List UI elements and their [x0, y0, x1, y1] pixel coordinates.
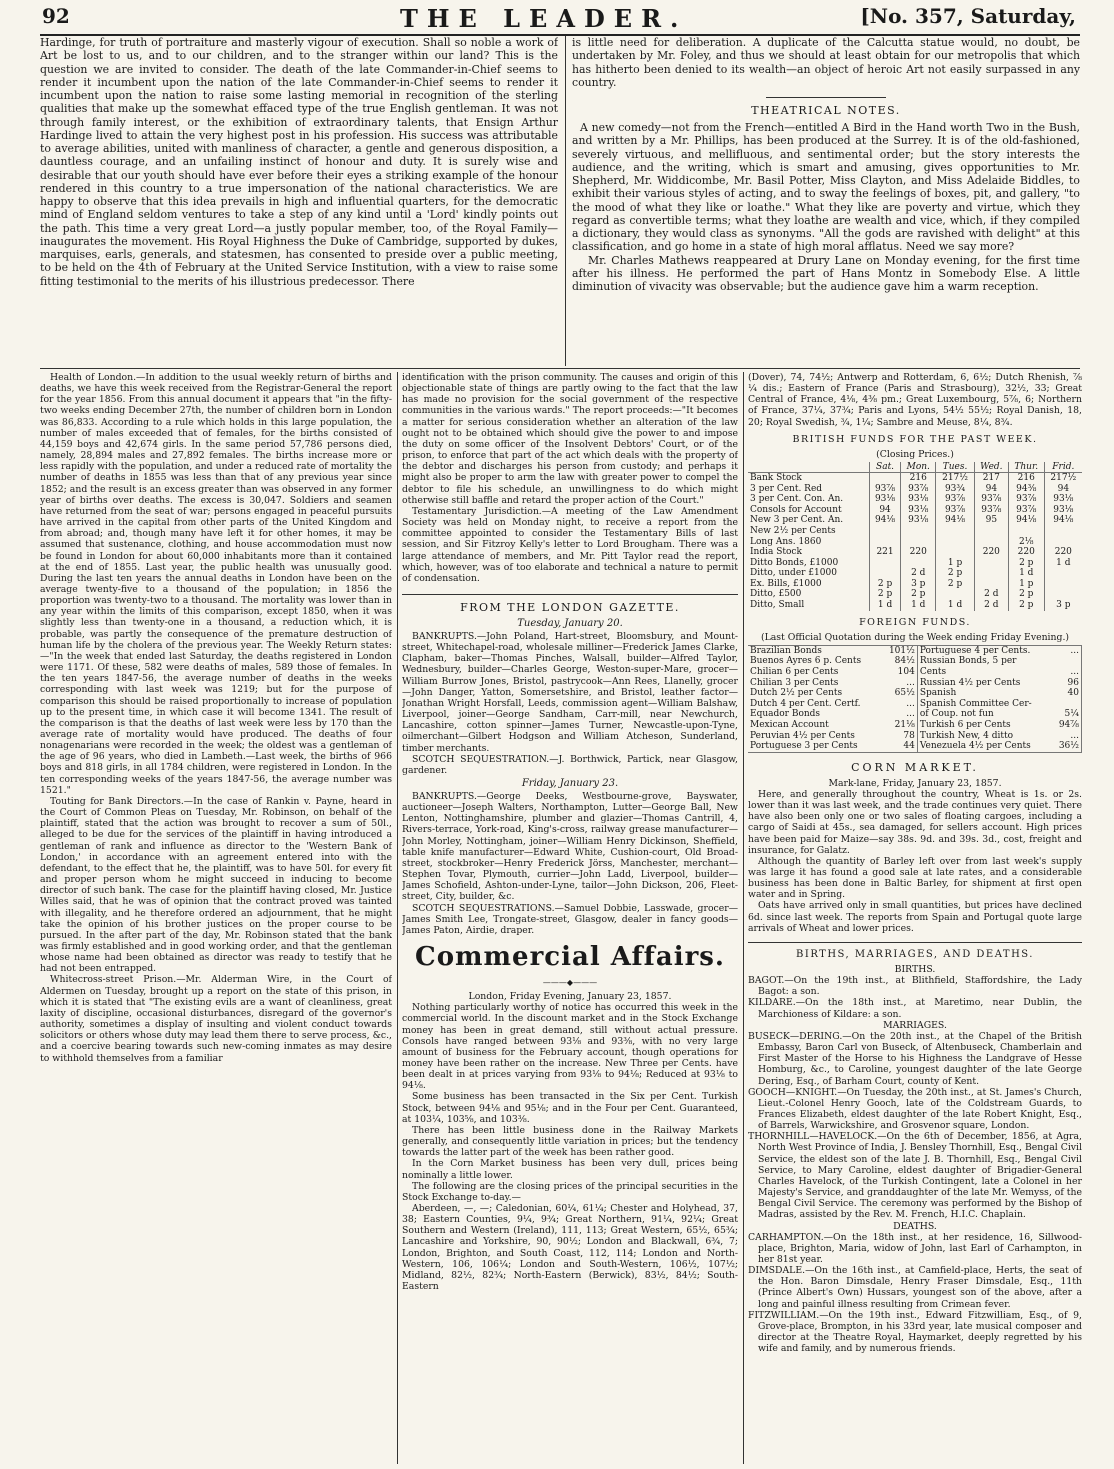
fund-price: 2 p: [936, 579, 974, 590]
fund-price: 94⅜: [1008, 484, 1044, 495]
fund-name: Spanish: [919, 688, 957, 699]
fund-name: Buenos Ayres 6 p. Cents: [750, 656, 862, 667]
fund-price: [974, 526, 1008, 537]
fund-price: 104: [882, 667, 917, 678]
corn-market-heading: CORN MARKET.: [851, 760, 979, 774]
gazette-heading: FROM THE LONDON GAZETTE.: [460, 600, 680, 614]
commercial-para-4: In the Corn Market business has been very dull, prices being nominally a little lower.: [402, 1158, 738, 1181]
corn-dateline: Mark-lane, Friday, January 23, 1857.: [828, 777, 1002, 789]
fund-name: 3 per Cent. Con. An.: [750, 494, 844, 505]
fund-price: [974, 579, 1008, 590]
fund-price: 220: [901, 547, 936, 558]
gazette-sequestration-2: SCOTCH SEQUESTRATIONS.—Samuel Dobbie, Lasswade, grocer—James Smith Lee, Trongate-street, Glasgow, dealer in fancy goods—James Paton, Airdie, draper.: [402, 902, 738, 936]
fund-price: 2 p: [936, 568, 974, 579]
foreign-funds-row: [748, 731, 1082, 742]
fund-price: 40: [1053, 688, 1082, 699]
fund-name: Dutch 2½ per Cents: [750, 688, 843, 699]
fund-price: [901, 537, 936, 548]
british-funds-row: [748, 600, 1082, 611]
fund-name: Venezuela 4½ per Cents: [919, 741, 1031, 752]
fund-price: 2⅛: [1008, 537, 1044, 548]
fund-price: 93⅞: [1008, 494, 1044, 505]
fund-name: Turkish New, 4 ditto: [919, 730, 1014, 741]
fund-price: 93⅛: [901, 515, 936, 526]
british-funds-row: [748, 484, 1082, 495]
gazette-bankrupts-1: BANKRUPTS.—John Poland, Hart-street, Bloomsbury, and Mount-street, Whitechapel-road, wholesale milliner—Frederick James Clarke, Clapham, baker—Thomas Pinches, Walsall, builder—Alfred Taylor, Wednesbury, builder—Charles George, Weston-super-Mare, grocer—William Burrow Jones, Bristol, pastrycook—Ann Rees, Llanelly, grocer—John Danger, Yatton, Somersetshire, and Bristol, leather factor—Jonathan Wright Horsfall, Leeds, commission agent—William Balshaw, Liverpool, joiner—George Sandham, Carr-mill, near Newchurch, Lancashire, cotton spinner—James Turner, Newcastle-upon-Tyne, oilmerchant—Gilbert Hodgson and William Atcheson, Sunderland, timber merchants.: [402, 630, 738, 754]
divider: [402, 594, 738, 595]
british-funds-row: [748, 558, 1082, 569]
fund-price: [869, 526, 900, 537]
fund-name: Mexican Account: [750, 719, 829, 730]
fund-price: 5¼: [1053, 709, 1082, 720]
fund-price: 93¾: [936, 484, 974, 495]
fund-price: 94⅞: [1053, 720, 1082, 731]
british-funds-row: [748, 505, 1082, 516]
fund-price: 94: [869, 505, 900, 516]
british-funds-row: [748, 472, 1082, 483]
fund-price: 36½: [1053, 741, 1082, 752]
foreign-funds-row: [748, 741, 1082, 752]
fund-price: 93⅞: [936, 494, 974, 505]
british-funds-col-header: Thur.: [1008, 462, 1044, 473]
fund-price: 2 d: [974, 589, 1008, 600]
fund-price: 21⅛: [882, 720, 917, 731]
page-header: [40, 0, 1080, 36]
fund-name: Turkish 6 per Cents: [919, 719, 1011, 730]
fund-price: 93⅛: [901, 505, 936, 516]
issue-label: [No. 357, Saturday,: [860, 4, 1076, 28]
marriage-notice: BUSECK—DERING.—On the 20th inst., at the Chapel of the British Embassy, Baron Carl von Buseck, of Altenbuseck, Chamberlain and First Master of the Horse to his Highness the Landgrave of Hesse Homburg, &c., to Caroline, youngest daughter of the late George Dering, Esq., of Barham Court, county of Kent.: [748, 1030, 1082, 1087]
british-funds-row: [748, 537, 1082, 548]
foreign-funds-row: [748, 699, 1082, 710]
foreign-funds-row: [748, 720, 1082, 731]
commercial-para-1: Nothing particularly worthy of notice has occurred this week in the commercial world. In the discount market and in the Stock Exchange money has been in great demand, still without actual pressure. Consols have ranged between 93⅛ and 93⅜, with no very large amount of business for the February account, though operations for money have been rather on the increase. New Three per Cents. have been dealt in at prices varying from 93⅛ to 94⅛; Reduced at 93⅛ to 94⅛.: [402, 1002, 738, 1092]
fund-price: [1044, 537, 1082, 548]
fund-name: Ditto, Small: [750, 600, 805, 611]
column-divider: [743, 372, 744, 1464]
fund-price: 216: [901, 472, 936, 483]
fund-price: ...: [882, 709, 917, 720]
british-funds-subheading: (Closing Prices.): [876, 448, 954, 460]
fund-name: New 2½ per Cents: [750, 525, 836, 536]
fund-price: 2 p: [1008, 558, 1044, 569]
british-funds-col-header: Mon.: [901, 462, 936, 473]
divider: [748, 942, 1082, 943]
whitecross-street-prison: Whitecross-street Prison.—Mr. Alderman Wire, in the Court of Aldermen on Tuesday, brought up a report on the state of this prison, in which it is stated that "The existing evils are a want of cleanliness, great laxity of discipline, occasional disturbances, disregard of the governor's authority, sometimes a display of insulting and violent conduct towards solicitors or others whose duty may lead them there to serve process, &c., and a coercive bearing towards such new-coming inmates as may desire to withhold themselves from a familiar: [40, 974, 392, 1064]
fund-price: [869, 568, 900, 579]
fund-price: 93⅛: [901, 494, 936, 505]
fund-name: Chilian 3 per Cents: [750, 677, 839, 688]
fund-price: 217½: [1044, 472, 1082, 483]
births-heading: BIRTHS.: [894, 963, 936, 975]
fund-price: 44: [882, 741, 917, 752]
fund-price: 93⅛: [1044, 505, 1082, 516]
corn-para-3: Oats have arrived only in small quantities, but prices have declined 6d. since last week. The reports from Spain and Portugal quote large arrivals of Wheat and lower prices.: [748, 900, 1082, 934]
birth-notice: KILDARE.—On the 18th inst., at Maretimo, near Dublin, the Marchioness of Kildare: a son.: [748, 997, 1082, 1020]
fund-price: 216: [1008, 472, 1044, 483]
fund-price: 1 d: [1008, 568, 1044, 579]
fund-price: 2 p: [1008, 589, 1044, 600]
foreign-funds-row: [748, 656, 1082, 667]
fund-price: 1 p: [936, 558, 974, 569]
fund-name: Brazilian Bonds: [750, 645, 822, 656]
masthead-title: THE LEADER.: [400, 4, 688, 33]
commercial-affairs-heading: Commercial Affairs.: [415, 942, 725, 973]
fund-price: 94⅛: [1008, 515, 1044, 526]
fund-price: 95: [974, 515, 1008, 526]
fund-price: [1044, 579, 1082, 590]
fund-price: [1044, 526, 1082, 537]
gazette-bankrupts-2: BANKRUPTS.—George Deeks, Westbourne-grove, Bayswater, auctioneer—Joseph Walters, Northampton, Lutter—George Ball, New Lenton, Nottinghamshire, plumber and glazier—Thomas Cantrill, 4, Rivers-terrace, York-road, King's-cross, railway grease manufacturer—John Morley, Nottingham, joiner—William Henry Dickinson, Sheffield, table knife manufacturer—Edward White, Cushion-court, Old Broad-street, stockbroker—Henry Frederick Jörss, Manchester, merchant—Stephen Tovar, Plymouth, currier—John Ladd, Liverpool, builder—James Schofield, Ashton-under-Lyne, tailor—John Dickson, 206, Fleet-street, City, builder, &c.: [402, 791, 738, 903]
foreign-funds-table: [748, 645, 1082, 753]
fund-price: ...: [1053, 731, 1082, 742]
testamentary-jurisdiction: Testamentary Jurisdiction.—A meeting of the Law Amendment Society was held on Monday night, to receive a report from the committee appointed to consider the Testamentary Bills of last session, and Sir Fitzroy Kelly's letter to Lord Brougham. There was a large attendance of members, and Mr. Pitt Taylor read the report, which, however, was of too elaborate and technical a nature to permit of condensation.: [402, 505, 738, 584]
fund-price: 3 p: [1044, 600, 1082, 611]
fund-price: 2 p: [1008, 600, 1044, 611]
fund-price: 1 d: [936, 600, 974, 611]
article-hardinge-cont: is little need for deliberation. A duplicate of the Calcutta statue would, no doubt, be undertaken by Mr. Foley, and thus we should at least obtain for our metropolis that which has hitherto been denied to its wealth—an object of heroic Art not easily surpassed in any country.: [572, 36, 1080, 89]
top-left-column: [40, 36, 558, 366]
fund-name: New 3 per Cent. An.: [750, 515, 844, 526]
births-list: [748, 975, 1082, 1020]
fund-price: 221: [869, 547, 900, 558]
health-of-london: Health of London.—In addition to the usual weekly return of births and deaths, we have this week received from the Registrar-General the report for the year 1856. From this annual document it appears that "in the fifty-two weeks ending December 27th, the number of children born in London was 86,833. According to a rule which holds in this large population, the number of males exceeded that of females, for the births consisted of 44,159 boys and 42,674 girls. In the same period 57,786 persons died, namely, 28,894 males and 27,892 females. The births increase more or less rapidly with the population, and under a reduced rate of mortality the number of deaths in 1855 was less than that of any previous year since 1852; and the result is an excess greater than was observed in any former year of births over deaths. The excess is 30,047. Soldiers and seamen have returned from the seat of war; persons engaged in peaceful pursuits have arrived in the capital from other parts of the United Kingdom and from abroad; and, though many have left it for other homes, it may be assumed that sustenance, clothing, and house accommodation must now be found in London for about 60,000 inhabitants more than it contained at the end of 1855. Last year, the public health was unusually good. During the last ten years the annual deaths in London have been on the average twenty-five to a thousand of the population; in 1856 the proportion was twenty-two to a thousand. The mortality was lower than in any year within the limits of this comparison, except 1850, when it was slightly less than twenty-one in a thousand, a reduction which, it is probable, was partly the consequence of the premature destruction of human life by the cholera of the previous year. The Weekly Return states:—"In the week that ended last Saturday, the deaths registered in London were 1171. Of these, 582 were deaths of males, 589 those of females. In the ten years 1847-56, the average number of deaths in the weeks corresponding with last week was 1219; but for the purpose of comparison this should be raised proportionally to increase of population up to the present time, in which case it will become 1341. The result of the comparison is that the deaths of last week were less by 170 than the average rate of mortality would have produced. The deaths of four nonagenarians were recorded in the week; the oldest was a gentleman of the age of 96 years, who died in Lambeth.—Last week, the births of 966 boys and 818 girls, in all 1784 children, were registered in London. In the ten corresponding weeks of the years 1847-56, the average number was 1521.": [40, 372, 392, 796]
british-funds-row: [748, 589, 1082, 600]
foreign-funds-heading: FOREIGN FUNDS.: [859, 616, 971, 628]
fund-price: 1 d: [1044, 558, 1082, 569]
fund-name: India Stock: [750, 547, 802, 558]
fund-name: Portuguese 4 per Cents.: [919, 645, 1031, 656]
fund-price: 94: [974, 484, 1008, 495]
fund-price: 3 p: [901, 579, 936, 590]
british-funds-col-header: Wed.: [974, 462, 1008, 473]
fund-name: Equador Bonds: [750, 709, 821, 720]
fund-price: 94⅛: [936, 515, 974, 526]
column-2: [402, 372, 738, 1464]
top-right-column: [572, 36, 1080, 366]
british-funds-table: [748, 462, 1082, 611]
fund-price: 84½: [882, 656, 917, 667]
fund-price: [901, 558, 936, 569]
fund-name: Chilian 6 per Cents: [750, 667, 839, 677]
column-divider: [565, 36, 566, 366]
corn-para-2: Although the quantity of Barley left over from last week's supply was large it has found a good sale at late rates, and a considerable business has been done in Baltic Barley, for shipment at first open water and in Spring.: [748, 855, 1082, 901]
foreign-funds-row: [748, 645, 1082, 656]
fund-price: ...: [882, 699, 917, 710]
fund-name: Bank Stock: [750, 472, 802, 483]
fund-price: 96: [1053, 678, 1082, 689]
birth-notice: BAGOT.—On the 19th inst., at Blithfield, Staffordshire, the Lady Bagot: a son.: [748, 975, 1082, 998]
touting-for-bank-directors: Touting for Bank Directors.—In the case of Rankin v. Payne, heard in the Court of Common Pleas on Tuesday, Mr. Robinson, on behalf of the plaintiff, stated that the action was brought to recover a sum of 50l., alleged to be due for the services of the plaintiff in having introduced a gentleman of rank and influence as director to the 'Western Bank of London,' in accordance with an agreement entered into with the defendant, to the effect that he, the plaintiff, was to have 50l. for every fit and proper person whom he might succeed in inducing to become director of such bank. The case for the plaintiff having closed, Mr. Justice Willes said, that he was of opinion that the contract proved was tainted with illegality, and he therefore ordered an adjournment, that he might take the opinion of his brother justices on the proper course to be pursued. In the after part of the day, Mr. Robinson stated that the bank was firmly established and in good working order, and that the gentleman whose name had been obtained as director was ready to testify that he had not been entrapped.: [40, 795, 392, 975]
fund-price: ...: [1053, 645, 1082, 656]
fund-price: [974, 558, 1008, 569]
foreign-funds-subheading: (Last Official Quotation during the Week ending Friday Evening.): [760, 631, 1070, 643]
fund-name: Russian 4½ per Cents: [919, 677, 1021, 688]
theatrical-para-2: Mr. Charles Mathews reappeared at Drury Lane on Monday evening, for the first time after his illness. He performed the part of Hans Montz in Somebody Else. A little diminution of vivacity was observable; but the audience gave him a warm reception.: [572, 253, 1080, 293]
fund-price: [936, 537, 974, 548]
fund-price: [936, 526, 974, 537]
fund-name: Ditto, under £1000: [750, 568, 837, 579]
death-notice: DIMSDALE.—On the 16th inst., at Camfield-place, Herts, the seat of the Hon. Baron Dimsdale, Henry Fraser Dimsdale, Esq., 11th (Prince Albert's Own) Hussars, youngest son of the above, after a long and painful illness resulting from Crimean fever.: [748, 1265, 1082, 1310]
column-1: [40, 372, 392, 1464]
fund-price: 217: [974, 472, 1008, 483]
death-notice: FITZWILLIAM.—On the 19th inst., Edward Fitzwilliam, Esq., of 9, Grove-place, Brompton, in his 33rd year, late musical composer and director at the Theatre Royal, Haymarket, deeply regretted by his wife and family, and by numerous friends.: [748, 1309, 1082, 1355]
column-3: [748, 372, 1082, 1464]
british-funds-col-header: Tues.: [936, 462, 974, 473]
foreign-funds-row: [748, 688, 1082, 699]
gazette-date-1: Tuesday, January 20.: [517, 617, 623, 629]
fund-name: Ex. Bills, £1000: [750, 578, 822, 589]
article-hardinge: Hardinge, for truth of portraiture and masterly vigour of execution. Shall so noble a work of Art be lost to us, and to our children, and to the stranger within our land? This is the question we are invited to consider. The death of the late Commander-in-Chief seems to render it incumbent upon the nation of the late Commander-in-Chief seems to render it incumbent upon the nation to raise some lasting memorial in recognition of the sterling qualities that make up the somewhat effaced type of the true English gentleman. It was not through family interest, or the exhibition of extraordinary talents, that Ensign Arthur Hardinge lived to attain the very highest post in his profession. His success was attributable to average abilities, united with manliness of character, a gentle and generous disposition, a dauntless courage, and an unfailing instinct of honour and duty. It is surely wise and desirable that our youth should have ever before their eyes a striking example of the honour rendered in this country to a true impersonation of the national characteristics. We are happy to observe that this idea prevails in high and influential quarters, for the democratic mind of England seldom ventures to take a step of any kind until a 'Lord' kindly points out the path. This time a very great Lord—a justly popular member, too, of the Royal Family—inaugurates the movement. His Royal Highness the Duke of Cambridge, supported by dukes, marquises, earls, generals, and statesmen, has consented to preside over a public meeting, to be held on the 4th of February at the United Service Institution, with a view to raise some fitting testimonial to the merits of his illustrious predecessor. There: [40, 36, 558, 288]
fund-price: 220: [974, 547, 1008, 558]
death-notice: CARHAMPTON.—On the 18th inst., at her residence, 16, Sillwood-place, Brighton, Maria, widow of John, last Earl of Carhampton, in her 81st year.: [748, 1231, 1082, 1265]
commercial-dateline: London, Friday Evening, January 23, 1857.: [468, 991, 672, 1003]
british-funds-row: [748, 526, 1082, 537]
fund-price: [1044, 589, 1082, 600]
marriage-notice: THORNHILL—HAVELOCK.—On the 6th of December, 1856, at Agra, North West Province of India, J. Bensley Thornhill, Esq., Bengal Civil Service, the eldest son of the late J. B. Thornhill, Esq., Bengal Civil Service, to Mary Caroline, eldest daughter of Brigadier-General Charles Havelock, of the Turkish Contingent, late a Colonel in her Majesty's Service, and granddaughter of the late Mr. Wemyss, of the Bengal Civil Service. The ceremony was performed by the Bishop of Madras, assisted by the Rev. M. French, H.I.C. Chaplain.: [748, 1131, 1082, 1221]
fund-price: 93⅛: [1044, 494, 1082, 505]
fund-price: [1044, 568, 1082, 579]
british-funds-row: [748, 547, 1082, 558]
fund-price: 78: [882, 731, 917, 742]
fund-price: ...: [882, 678, 917, 689]
foreign-funds-row: [748, 709, 1082, 720]
fund-price: 2 p: [869, 579, 900, 590]
theatrical-para-1: A new comedy—not from the French—entitled A Bird in the Hand worth Two in the Bush, and written by a Mr. Phillips, has been produced at the Surrey. It is of the old-fashioned, severely virtuous, and mellifluous, and sentimental order; but the story interests the audience, and the writing, which is smart and amusing, gives opportunities to Mr. Shepherd, Mr. Widdicombe, Mr. Basil Potter, Miss Clayton, and Miss Adelaide Biddles, to exhibit their various styles of acting, and to sway the feelings of boxes, pit, and gallery, "to the mood of what they like or loathe." What they like are poverty and virtue, which they regard as convertible terms; what they loathe are wealth and vice, which, if they compiled a dictionary, they would class as synonyms. "All the gods are ravished with delight" at this classification, and go home in a state of high moral afflatus. Need we say more?: [572, 121, 1080, 254]
corn-para-1: Here, and generally throughout the country, Wheat is 1s. or 2s. lower than it was last week, and the trade continues very quiet. There have also been only one or two sales of floating cargoes, including a cargo of Saidi at 45s., sea damaged, for sellers account. High prices have been paid for Maize—say 38s. 9d. and 39s. 3d., cost, freight and insurance, for Galatz.: [748, 788, 1082, 856]
fund-name: 3 per Cent. Red: [750, 483, 823, 494]
theatrical-heading: THEATRICAL NOTES.: [751, 104, 901, 117]
fund-price: 93⅞: [901, 484, 936, 495]
british-funds-row: [748, 515, 1082, 526]
foreign-funds-row: [748, 678, 1082, 689]
fund-price: 2 p: [901, 589, 936, 600]
fund-price: [974, 537, 1008, 548]
marriages-list: [748, 1031, 1082, 1221]
british-funds-row: [748, 579, 1082, 590]
fund-name: Ditto, £500: [750, 589, 802, 600]
marriages-heading: MARRIAGES.: [883, 1019, 947, 1031]
fund-name: Peruvian 4½ per Cents: [750, 730, 855, 741]
fund-price: 93⅛: [869, 494, 900, 505]
fund-price: [1008, 526, 1044, 537]
deaths-list: [748, 1232, 1082, 1355]
gazette-sequestration-1: SCOTCH SEQUESTRATION.—J. Borthwick, Partick, near Glasgow, gardener.: [402, 753, 738, 776]
gazette-date-2: Friday, January 23.: [521, 778, 619, 789]
commercial-para-5: The following are the closing prices of the principal securities in the Stock Exchange to-day.—: [402, 1180, 738, 1203]
fund-price: [869, 472, 900, 483]
fund-name: Cents: [919, 667, 947, 677]
fund-price: 93⅞: [974, 505, 1008, 516]
fund-name: Portuguese 3 per Cents: [750, 741, 858, 752]
british-funds-row: [748, 494, 1082, 505]
fund-price: 65½: [882, 688, 917, 699]
foreign-funds-row: [748, 667, 1082, 678]
section-rule: [40, 368, 1080, 369]
fund-price: [974, 568, 1008, 579]
fund-price: 1 d: [901, 600, 936, 611]
fund-price: [869, 558, 900, 569]
fund-price: [869, 537, 900, 548]
fund-price: 93⅞: [936, 505, 974, 516]
fund-price: 1 p: [1008, 579, 1044, 590]
fund-price: 93⅞: [1008, 505, 1044, 516]
fund-price: [936, 589, 974, 600]
fund-price: ...: [1053, 667, 1082, 678]
fund-price: 217½: [936, 472, 974, 483]
british-funds-row: [748, 568, 1082, 579]
fund-price: 101½: [882, 645, 917, 656]
british-funds-col-header: Sat.: [869, 462, 900, 473]
fund-price: 93⅞: [974, 494, 1008, 505]
fund-price: 94⅛: [869, 515, 900, 526]
marriage-notice: GOOCH—KNIGHT.—On Tuesday, the 20th inst., at St. James's Church, Lieut.-Colonel Henry Gooch, late of the Coldstream Guards, to Frances Elizabeth, eldest daughter of the late Robert Knight, Esq., of Barrels, Warwickshire, and Grosvenor square, London.: [748, 1086, 1082, 1132]
british-funds-col-header: Frid.: [1044, 462, 1082, 473]
fund-price: [901, 526, 936, 537]
fund-name: Long Ans. 1860: [750, 536, 822, 547]
fund-price: 93⅞: [869, 484, 900, 495]
fund-name: Russian Bonds, 5 per: [919, 656, 1017, 667]
fund-name: Consols for Account: [750, 504, 842, 515]
prison-cont: identification with the prison community. The causes and origin of this objectionable state of things are partly owing to the fact that the law has made no provision for the social government of the respective communities in the various wards." The report proceeds:—"It becomes a matter for serious consideration whether an alteration of the law ought not to be obtained which should give the power to and impose the duty on some officer of the Insolvent Debtors' Court, or of the prison, to enforce that part of the act which deals with the property of the debtor and discharges his person from custody; and perhaps it might also be proper to arm the law with greater power to compel the debtor to file his schedule, an unwillingness to do which might otherwise still baffle and retard the proper action of the Court.": [402, 372, 738, 506]
bmd-heading: BIRTHS, MARRIAGES, AND DEATHS.: [796, 948, 1034, 960]
fund-price: 220: [1008, 547, 1044, 558]
fund-name: Ditto Bonds, £1000: [750, 557, 839, 568]
fund-price: 2 d: [974, 600, 1008, 611]
fund-price: 1 d: [869, 600, 900, 611]
commercial-para-2: Some business has been transacted in the Six per Cent. Turkish Stock, between 94⅛ and 95⅛; and in the Four per Cent. Guaranteed, at 103¼, 103⅝, and 103⅜.: [402, 1091, 738, 1125]
commercial-para-3: There has been little business done in the Railway Markets generally, and consequently little variation in prices; but the tendency towards the latter part of the week has been rather good.: [402, 1124, 738, 1159]
divider: [766, 97, 886, 98]
british-funds-heading: BRITISH FUNDS FOR THE PAST WEEK.: [792, 433, 1038, 445]
railway-prices-cont: (Dover), 74, 74½; Antwerp and Rotterdam, 6, 6½; Dutch Rhenish, ⅞ ¼ dis.; Eastern of France (Paris and Strasbourg), 32½, 33; Great Central of France, 4⅛, 4⅜ pm.; Great Luxembourg, 5⅞, 6; Northern of France, 37¼, 37¾; Paris and Lyons, 54½ 55½; Royal Danish, 18, 20; Royal Swedish, ¾, 1¼; Sambre and Meuse, 8¼, 8¾.: [748, 372, 1082, 428]
fund-price: 220: [1044, 547, 1082, 558]
fund-price: [1053, 656, 1082, 667]
deaths-heading: DEATHS.: [893, 1220, 937, 1232]
fund-name: of Coup. not fun: [919, 709, 994, 720]
fund-price: 2 d: [901, 568, 936, 579]
column-divider: [397, 372, 398, 1464]
fund-price: [1053, 699, 1082, 710]
fund-price: 2 p: [869, 589, 900, 600]
page-number: 92: [42, 4, 70, 28]
fund-price: 94: [1044, 484, 1082, 495]
fund-name: Spanish Committee Cer-: [919, 698, 1032, 709]
commercial-para-6: Aberdeen, —, —; Caledonian, 60¼, 61¼; Chester and Holyhead, 37, 38; Eastern Counties, 9¼, 9¾; Great Northern, 91¼, 92¼; Great Southern and Western (Ireland), 111, 113; Great Western, 65½, 65¾; Lancashire and Yorkshire, 90, 90½; London and Blackwall, 6¾, 7; London, Brighton, and South Coast, 112, 114; London and North-Western, 106, 106¼; London and South-Western, 106½, 107½; Midland, 82½, 82¾; North-Eastern (Berwick), 83½, 84½; South-Eastern: [402, 1203, 738, 1293]
fund-price: [936, 547, 974, 558]
british-funds-col-header: [748, 462, 869, 473]
ornament: ———◆———: [542, 978, 598, 988]
fund-price: 94⅛: [1044, 515, 1082, 526]
fund-name: Dutch 4 per Cent. Certf.: [750, 698, 861, 709]
